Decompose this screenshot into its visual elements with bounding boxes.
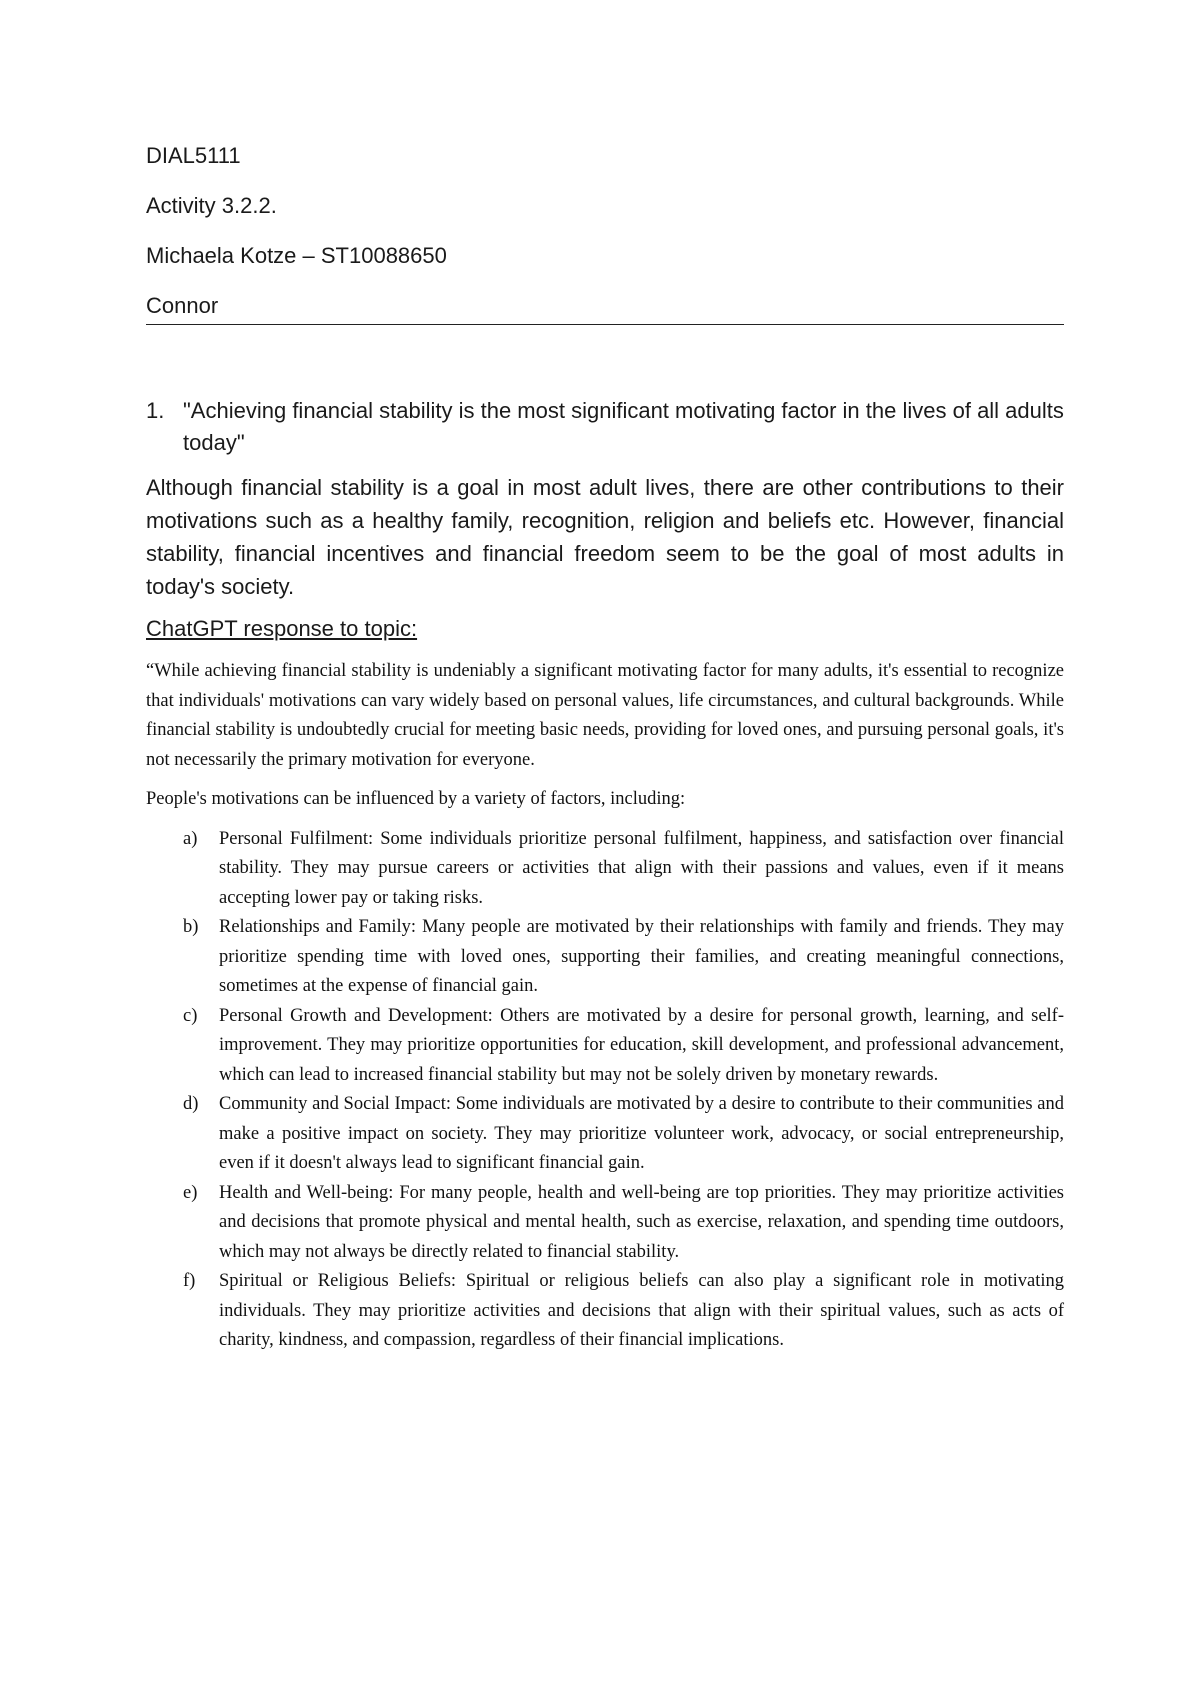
- list-marker: b): [183, 917, 199, 937]
- list-item-text: Personal Fulfilment: Some individuals prioritize personal fulfilment, happiness, and satisfaction over financial stability. They may pursue careers or activities that align with their passions and values, even if it means accepting lower pay or taking risks.: [219, 828, 1064, 908]
- list-marker: f): [183, 1271, 196, 1291]
- list-marker: e): [183, 1182, 198, 1203]
- lecturer-name: Connor: [146, 293, 219, 318]
- question: [146, 395, 1064, 459]
- list-item-text: Personal Growth and Development: Others are motivated by a desire for personal growth, learning, and self-improvement. They may prioritize opportunities for education, skill development, and professional advancement, which can lead to increased financial stability but may not be solely driven by monetary rewards.: [219, 1005, 1064, 1085]
- answer-paragraph: Although financial stability is a goal in most adult lives, there are other contributions to their motivations such as a healthy family, recognition, religion and beliefs etc. However, financial stability, financial incentives and financial freedom seem to be the goal of most adults in today's society.: [146, 475, 1064, 599]
- document-content: [146, 140, 1064, 1356]
- factors-list: [146, 825, 1064, 1356]
- list-item-text: Spiritual or Religious Beliefs: Spiritual or religious beliefs can also play a significant role in motivating individuals. They may prioritize activities and decisions that align with their spiritual values, such as acts of charity, kindness, and compassion, regardless of their financial implications.: [219, 1271, 1064, 1350]
- list-item: [146, 1002, 1064, 1091]
- list-marker: a): [183, 828, 198, 849]
- list-item: [146, 1267, 1064, 1356]
- factors-intro: People's motivations can be influenced by a variety of factors, including:: [146, 789, 686, 809]
- question-number: 1.: [146, 398, 165, 423]
- list-item-text: Community and Social Impact: Some individuals are motivated by a desire to contribute to their communities and make a positive impact on society. They may prioritize volunteer work, advocacy, or social entrepreneurship, even if it doesn't always lead to significant financial gain.: [219, 1094, 1064, 1173]
- list-item: [146, 825, 1064, 914]
- list-item: [146, 913, 1064, 1002]
- activity-title: Activity 3.2.2.: [146, 193, 277, 218]
- header-divider: [146, 324, 1064, 325]
- list-marker: d): [183, 1094, 199, 1114]
- chatgpt-quote-paragraph: “While achieving financial stability is undeniably a significant motivating factor for many adults, it's essential to recognize that individuals' motivations can vary widely based on personal values, life circumstances, and cultural backgrounds. While financial stability is undoubtedly crucial for meeting basic needs, providing for loved ones, and pursuing personal goals, it's not necessarily the primary motivation for everyone.: [146, 661, 1064, 770]
- list-item-text: Relationships and Family: Many people are motivated by their relationships with family and friends. They may prioritize spending time with loved ones, supporting their families, and creating meaningful connections, sometimes at the expense of financial gain.: [219, 917, 1064, 996]
- list-marker: c): [183, 1005, 198, 1026]
- question-text: "Achieving financial stability is the most significant motivating factor in the lives of all adults today": [183, 398, 1064, 455]
- course-code: DIAL5111: [146, 143, 241, 168]
- list-item: [146, 1179, 1064, 1268]
- list-item: [146, 1090, 1064, 1179]
- student-name-id: Michaela Kotze – ST10088650: [146, 243, 447, 268]
- list-item-text: Health and Well-being: For many people, health and well-being are top priorities. They may prioritize activities and decisions that promote physical and mental health, such as exercise, relaxation, and spending time outdoors, which may not always be directly related to financial stability.: [219, 1182, 1064, 1262]
- chatgpt-heading: ChatGPT response to topic:: [146, 616, 418, 641]
